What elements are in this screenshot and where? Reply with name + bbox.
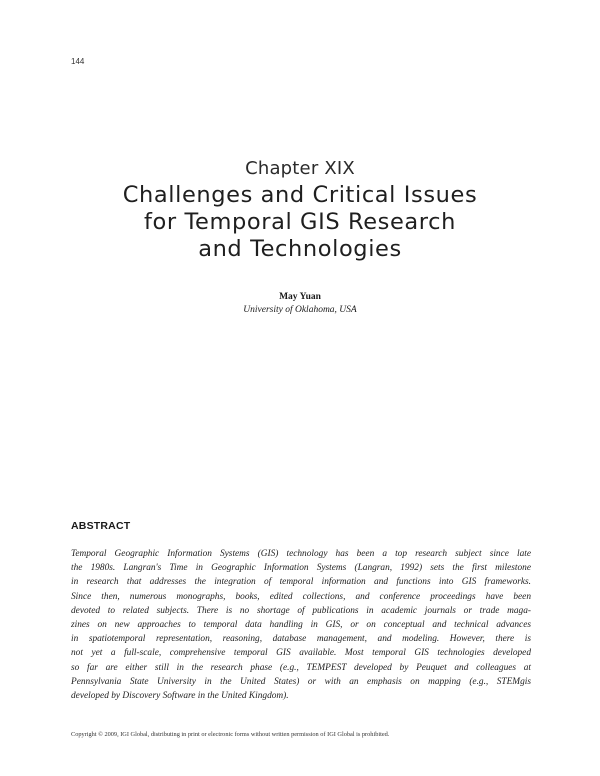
abstract-body	[71, 547, 531, 703]
abstract-line: not yet a full-scale, comprehensive temporal GIS available. Most temporal GIS technologies developed	[71, 648, 531, 659]
abstract-line: developed by Discovery Software in the United Kingdom).	[71, 691, 289, 702]
abstract-line: so far are either still in the research phase (e.g., TEMPEST developed by Peuquet and colleagues at	[71, 662, 531, 673]
abstract-heading: ABSTRACT	[71, 520, 131, 532]
abstract-line: Pennsylvania State University in the United States) or with an emphasis on mapping (e.g., STEMgis	[71, 676, 531, 687]
chapter-title-line: for Temporal GIS Research	[144, 209, 456, 235]
abstract-line: zines on new approaches to temporal data handling in GIS, or on conceptual and technical advances	[71, 620, 531, 631]
page-number: 144	[71, 57, 85, 66]
chapter-title-line: Challenges and Critical Issues	[122, 182, 478, 208]
chapter-label: Chapter XIX	[245, 158, 355, 179]
copyright-notice: Copyright © 2009, IGI Global, distributing in print or electronic forms without written permission of IGI Global is prohibited.	[71, 731, 390, 738]
abstract-line: devoted to related subjects. There is no shortage of publications in academic journals or trade maga-	[71, 605, 531, 616]
abstract-line: Temporal Geographic Information Systems (GIS) technology has been a top research subject since late	[71, 549, 531, 559]
abstract-line: the 1980s. Langran's Time in Geographic Information Systems (Langran, 1992) sets the first milestone	[71, 563, 531, 574]
abstract-line: in research that addresses the integration of temporal information and functions into GIS frameworks.	[71, 577, 531, 588]
chapter-title	[70, 182, 530, 263]
abstract-line: in spatiotemporal representation, reasoning, database management, and modeling. However, there is	[71, 634, 531, 645]
abstract-line: Since then, numerous monographs, books, edited collections, and conference proceedings have been	[71, 591, 531, 602]
author-affiliation: University of Oklahoma, USA	[243, 305, 357, 315]
author-name: May Yuan	[279, 292, 321, 302]
chapter-title-line: and Technologies	[198, 236, 402, 262]
